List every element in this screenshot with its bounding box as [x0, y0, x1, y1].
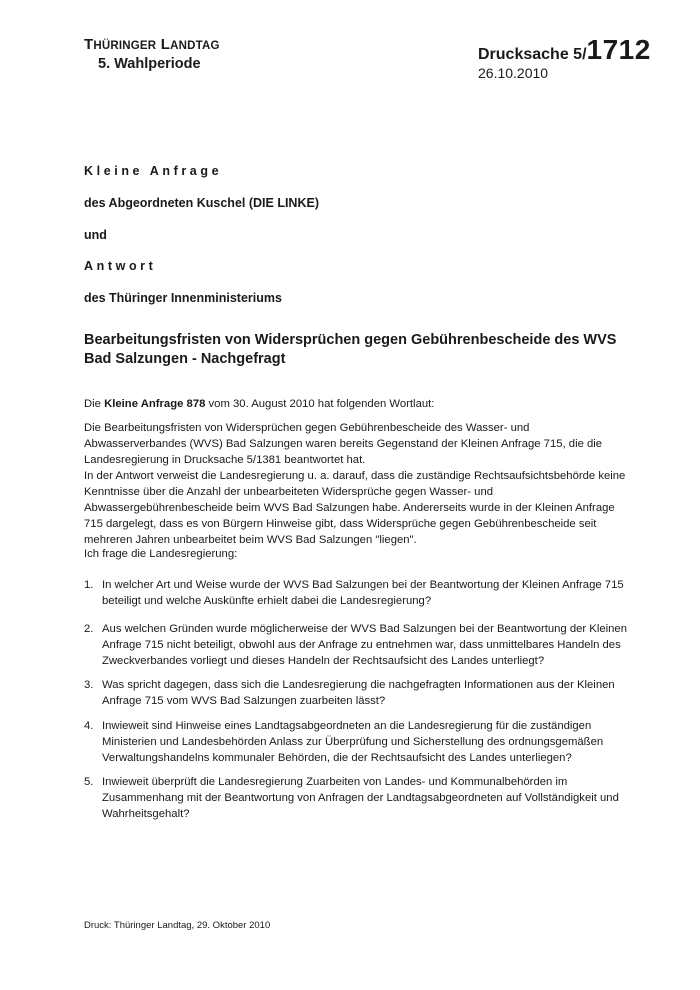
question-5: [84, 774, 636, 822]
antwort-heading: Antwort: [84, 259, 157, 273]
body-text: [84, 420, 634, 548]
question-4: [84, 718, 636, 766]
document-header-left: [84, 36, 220, 73]
print-footer: Druck: Thüringer Landtag, 29. Oktober 2010: [84, 920, 271, 931]
drucksache-label: Drucksache 5/: [478, 46, 587, 63]
questioner: des Abgeordneten Kuschel (DIE LINKE): [84, 196, 319, 210]
org-name-initial-1: T: [84, 36, 94, 53]
paragraph-1: Die Bearbeitungsfristen von Widersprüchen gegen Gebührenbescheide des Wasser- und Abwasserverbandes (WVS) Bad Salzungen waren bereits Gegenstand der Kleinen Anfrage 715, die die Landesregierung in Drucksache 5/1381 beantwortet hat.: [84, 422, 603, 466]
document-header-right: [478, 36, 651, 81]
document-title: Bearbeitungsfristen von Widersprüchen gegen Gebührenbescheide des WVS Bad Salzungen - Nachgefragt: [84, 332, 617, 367]
intro-reference: Kleine Anfrage 878: [104, 398, 206, 410]
intro-suffix: vom 30. August 2010 hat folgenden Wortlaut:: [205, 398, 435, 410]
question-text: In welcher Art und Weise wurde der WVS Bad Salzungen bei der Beantwortung der Kleinen Anfrage 715 beteiligt und welche Auskünfte erhielt dabei die Landesregierung?: [102, 579, 624, 607]
paragraph-2: In der Antwort verweist die Landesregierung u. a. darauf, dass die zuständige Rechtsaufsichtsbehörde keine Kenntnisse über die Anzahl der unbearbeiteten Widersprüche gegen Wasser- und Abwassergebührenbescheide beim WVS Bad Salzungen habe. Andererseits wurde in der Kleinen Anfrage 715 dargelegt, dass es von Bürgern Hinweise gibt, dass Widersprüche gegen Gebührenbescheide seit mehreren Jahren unbearbeitet beim WVS Bad Salzungen "liegen".: [84, 470, 626, 546]
electoral-period: 5. Wahlperiode: [98, 56, 201, 72]
intro-prefix: Die: [84, 398, 105, 410]
parliament-name: [84, 36, 220, 55]
question-2: [84, 621, 636, 669]
drucksache-number: 1712: [586, 34, 651, 65]
question-text: Inwieweit überprüft die Landesregierung Zuarbeiten von Landes- und Kommunalbehörden im Zusammenhang mit der Beantwortung von Anfragen der Landtagsabgeordneten auf Vollständigkeit und Wahrheitsgehalt?: [102, 776, 619, 820]
question-number: 5.: [84, 776, 94, 788]
conjunction-und: und: [84, 228, 107, 242]
question-1: [84, 577, 636, 609]
question-number: 1.: [84, 579, 94, 591]
org-name-rest-2: ANDTAG: [170, 40, 220, 52]
ask-intro: Ich frage die Landesregierung:: [84, 548, 238, 560]
ministry: des Thüringer Innenministeriums: [84, 291, 282, 305]
kleine-anfrage-heading: Kleine Anfrage: [84, 164, 223, 178]
org-name-initial-2: L: [160, 36, 171, 53]
document-date: 26.10.2010: [478, 65, 549, 81]
question-3: [84, 677, 636, 709]
question-text: Inwieweit sind Hinweise eines Landtagsabgeordneten an die Landesregierung für die zuständigen Ministerien und Landesbehörden Anlass zur Überprüfung und Sicherstellung des ordnungsgemäßen Verwaltungshandelns kommunaler Behörden, die der Rechtsaufsicht des Landes unterliegen?: [102, 720, 604, 764]
question-number: 3.: [84, 679, 94, 691]
intro-line: [84, 396, 634, 412]
question-text: Was spricht dagegen, dass sich die Landesregierung die nachgefragten Informationen aus der Kleinen Anfrage 715 vom WVS Bad Salzungen zuarbeiten lässt?: [102, 679, 615, 707]
question-number: 4.: [84, 720, 94, 732]
question-text: Aus welchen Gründen wurde möglicherweise der WVS Bad Salzungen bei der Beantwortung der Kleinen Anfrage 715 nicht beteiligt, obwohl aus der Anfrage zu entnehmen war, dass unmittelbares Handeln des Zweckverbandes vorliegt und dieses Handeln der Rechtsaufsicht des Landes unterliegt?: [102, 623, 627, 667]
question-number: 2.: [84, 623, 94, 635]
org-name-rest-1: HÜRINGER: [93, 40, 157, 52]
